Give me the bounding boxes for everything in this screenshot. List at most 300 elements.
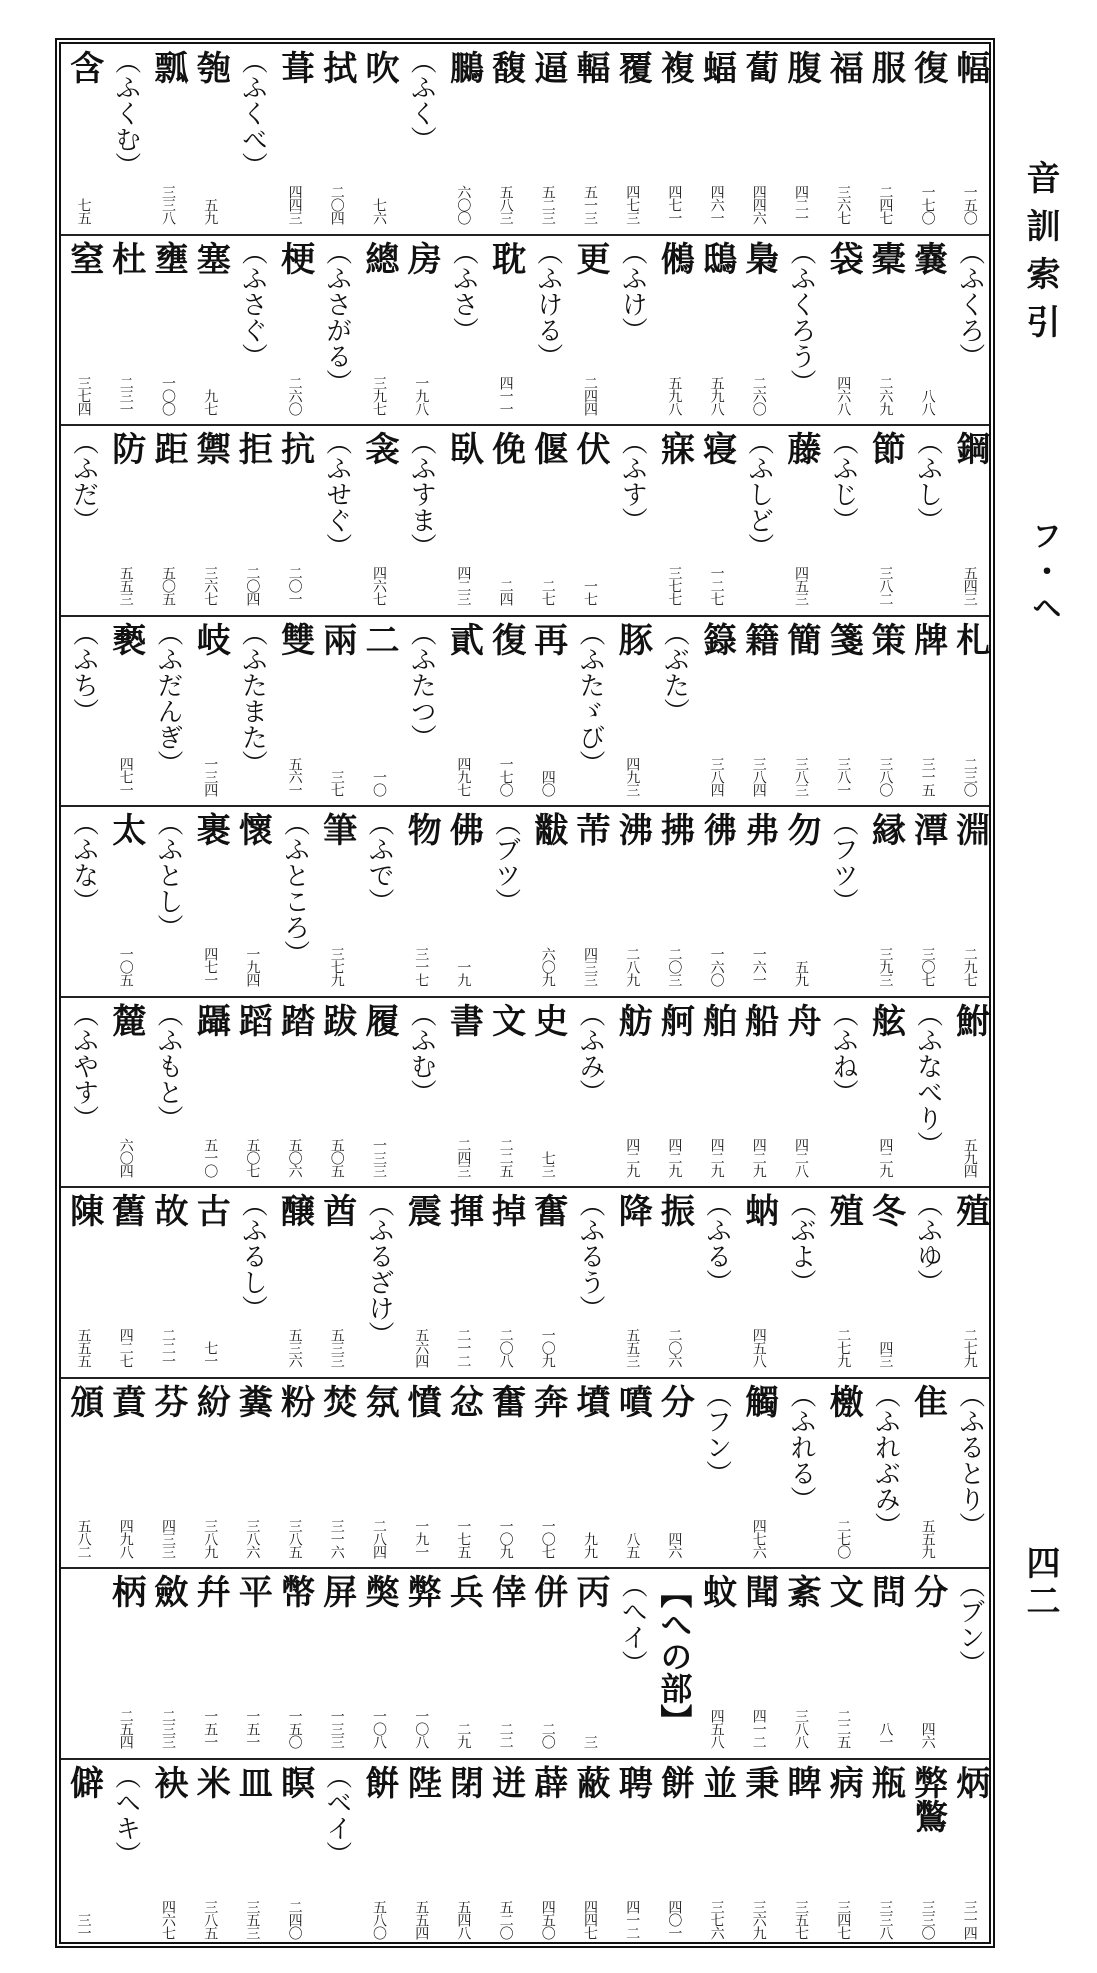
entry-kanji: 藤 — [781, 431, 821, 465]
entry-page-ref: 四五〇 — [539, 1899, 556, 1939]
entry-kanji: 抗 — [274, 431, 315, 465]
entry-page-ref: 一五〇 — [961, 185, 978, 224]
entry-page-ref: 九七 — [202, 388, 219, 415]
entry-kanji: 冬 — [865, 1193, 906, 1227]
entry-kanji: 噴 — [612, 1383, 653, 1418]
index-entry — [820, 997, 866, 1185]
entry-page-ref: 五六四 — [413, 1328, 430, 1367]
entry-page-ref: 二八九 — [624, 947, 641, 986]
index-band — [61, 1759, 989, 1947]
entry-kanji: 並 — [696, 1764, 737, 1799]
index-entry — [736, 806, 782, 994]
entry-kanji: 匏 — [190, 50, 231, 84]
entry-kanji: 禦 — [190, 431, 231, 465]
entry-reading: （ふく） — [406, 48, 437, 152]
index-entry — [187, 806, 233, 994]
index-entry — [187, 425, 233, 613]
index-entry — [229, 1378, 275, 1566]
index-entry — [609, 1759, 655, 1947]
index-entry — [145, 425, 191, 613]
entry-page-ref: 四二九 — [708, 1137, 725, 1177]
entry-kanji: 聘 — [612, 1764, 653, 1799]
index-entry — [778, 1568, 824, 1756]
index-entry — [947, 997, 993, 1185]
entry-kanji: 總 — [359, 240, 399, 275]
entry-reading: （ふね） — [828, 1000, 859, 1105]
entry-page-ref: 一七 — [582, 579, 598, 605]
index-entry — [398, 1759, 444, 1947]
index-entry — [314, 1759, 360, 1947]
index-entry — [440, 616, 486, 804]
entry-reading: （フン） — [701, 1381, 732, 1486]
entry-kanji: 更 — [570, 240, 610, 275]
entry-reading: （ブツ） — [490, 810, 521, 914]
entry-kanji: 憤 — [401, 1383, 442, 1418]
entry-kanji: 節 — [865, 431, 906, 465]
entry-kanji: 獘 — [359, 1574, 399, 1608]
entry-page-ref: 三九三 — [877, 947, 894, 986]
index-entry — [736, 1568, 782, 1756]
index-entry — [398, 235, 444, 423]
entry-page-ref: 四六一 — [708, 185, 725, 224]
entry-page-ref: 四一二 — [624, 1899, 641, 1939]
entry-kanji: 秉 — [738, 1764, 779, 1799]
index-entry — [905, 425, 951, 613]
index-entry — [567, 806, 613, 994]
entry-kanji: 弊鷩 — [907, 1764, 948, 1833]
entry-page-ref: 四四六 — [750, 185, 767, 224]
entry-kanji: 鵂 — [654, 240, 695, 275]
index-entry — [905, 235, 951, 423]
index-entry — [947, 1568, 993, 1756]
entry-kanji: 倖 — [485, 1574, 526, 1608]
index-entry — [61, 997, 107, 1185]
entry-kanji: 蔽 — [570, 1764, 610, 1799]
index-entry — [314, 425, 360, 613]
entry-page-ref: 一九八 — [413, 375, 430, 415]
entry-reading: （ふしど） — [743, 429, 774, 559]
entry-page-ref: 四二九 — [750, 1137, 767, 1177]
entry-kanji: 伏 — [570, 431, 610, 465]
entry-reading: （ふくべ） — [237, 48, 268, 178]
index-entry — [820, 1187, 866, 1375]
entry-kanji: 幅 — [949, 50, 990, 84]
index-entry — [272, 1759, 318, 1947]
entry-reading: （ふゆ） — [912, 1191, 943, 1295]
entry-reading: （ふさ） — [448, 238, 479, 343]
index-entry — [778, 806, 824, 994]
entry-page-ref: 一六一 — [750, 947, 767, 986]
entry-page-ref: 三六七 — [835, 185, 852, 224]
index-entry — [567, 616, 613, 804]
entry-kanji: 懷 — [232, 812, 273, 846]
entry-kanji: 糞 — [232, 1383, 273, 1418]
entry-page-ref: 七一 — [202, 1341, 219, 1367]
entry-page-ref: 五五三 — [117, 566, 134, 605]
entry-kanji: 降 — [612, 1193, 653, 1227]
entry-kanji: 文 — [823, 1574, 864, 1608]
entry-page-ref: 二〇 — [539, 1722, 556, 1748]
entry-page-ref: 四二七 — [117, 1328, 134, 1367]
entry-kanji: 物 — [401, 812, 442, 846]
index-entry — [440, 235, 486, 423]
index-entry — [651, 235, 697, 423]
entry-page-ref: 四二一 — [793, 185, 809, 224]
entry-reading: （ふれぶみ） — [870, 1381, 901, 1538]
entry-kanji: 米 — [190, 1764, 231, 1799]
entry-page-ref: 五五五 — [75, 1328, 92, 1367]
index-entry — [229, 1759, 275, 1947]
index-entry — [314, 997, 360, 1185]
entry-reading: （ふところ） — [279, 810, 310, 966]
entry-kanji: 臥 — [443, 431, 484, 465]
index-entry — [947, 616, 993, 804]
index-entry — [145, 1759, 191, 1947]
entry-page-ref: 三〇七 — [919, 947, 936, 986]
index-entry — [103, 806, 149, 994]
entry-page-ref: 三八五 — [202, 1899, 219, 1939]
index-entry — [905, 1378, 951, 1566]
index-entry — [736, 235, 782, 423]
index-entry — [272, 1187, 318, 1375]
entry-kanji: 書 — [443, 1002, 484, 1037]
index-entry — [820, 235, 866, 423]
index-entry — [905, 997, 951, 1185]
index-entry — [356, 616, 402, 804]
entry-kanji: 揮 — [443, 1193, 484, 1227]
index-entry — [229, 235, 275, 423]
entry-reading: （ベイ） — [321, 1762, 352, 1867]
index-entry — [947, 1378, 993, 1566]
index-entry — [651, 1568, 697, 1756]
entry-page-ref: 一〇九 — [539, 1328, 556, 1367]
index-entry — [314, 616, 360, 804]
entry-reading: （ふだんぎ） — [153, 619, 183, 776]
entry-page-ref: 五三六 — [286, 1328, 303, 1367]
entry-kanji: 幷 — [190, 1574, 231, 1608]
entry-page-ref: 二二一 — [160, 1328, 176, 1367]
entry-page-ref: 一九一 — [413, 1518, 430, 1558]
entry-page-ref: 四六 — [666, 1531, 683, 1558]
entry-page-ref: 一三三 — [371, 1137, 387, 1177]
entry-page-ref: 二四七 — [877, 185, 894, 224]
entry-kanji: 服 — [865, 50, 906, 84]
index-entry — [187, 235, 233, 423]
entry-page-ref: 六〇四 — [117, 1137, 134, 1177]
entry-reading: （ふみ） — [575, 1000, 605, 1105]
index-entry — [314, 806, 360, 994]
index-entry — [820, 806, 866, 994]
index-entry — [145, 1378, 191, 1566]
index-band — [61, 806, 989, 994]
entry-reading: （ふす） — [617, 429, 648, 533]
entry-reading: （ふたつ） — [406, 619, 437, 750]
index-entry — [778, 1759, 824, 1947]
index-entry — [187, 616, 233, 804]
entry-kanji: 勿 — [781, 812, 821, 846]
index-entry — [567, 1568, 613, 1756]
index-entry — [145, 44, 191, 232]
entry-kanji: 墳 — [570, 1383, 610, 1418]
entry-page-ref: 五九 — [202, 198, 219, 224]
index-entry — [187, 1759, 233, 1947]
entry-page-ref: 一三三 — [328, 1709, 345, 1748]
entry-page-ref: 三七四 — [75, 375, 92, 415]
entry-reading: （ふたまた） — [237, 619, 268, 776]
entry-kanji: 奔 — [527, 1383, 568, 1418]
entry-kanji: 二 — [359, 621, 399, 656]
index-entry — [862, 997, 908, 1185]
entry-kanji: 札 — [949, 621, 990, 656]
entry-kanji: 麓 — [105, 1002, 146, 1037]
index-entry — [778, 425, 824, 613]
entry-kanji: 故 — [148, 1193, 188, 1227]
entry-page-ref: 二〇三 — [666, 947, 683, 986]
index-entry — [398, 806, 444, 994]
entry-page-ref: 二七〇 — [835, 1518, 852, 1558]
entry-page-ref: 四六七 — [371, 566, 387, 605]
entry-kanji: 袋 — [823, 240, 864, 275]
entry-page-ref: 三一四 — [961, 1899, 978, 1939]
entry-kanji: 籍 — [738, 621, 779, 656]
entry-kanji: 酋 — [316, 1193, 357, 1227]
entry-kanji: 瓢 — [148, 50, 188, 84]
entry-kanji: 兵 — [443, 1574, 484, 1608]
entry-kanji: 蚋 — [738, 1193, 779, 1227]
entry-page-ref: 一五〇 — [286, 1709, 303, 1748]
index-entry — [947, 425, 993, 613]
entry-reading: （ふだ） — [68, 429, 99, 533]
entry-page-ref: 二〇八 — [497, 1328, 514, 1367]
entry-page-ref: 一三四 — [202, 756, 219, 796]
index-entry — [187, 997, 233, 1185]
entry-page-ref: 一九四 — [244, 947, 261, 986]
entry-kanji: 問 — [865, 1574, 906, 1608]
entry-kanji: 牌 — [907, 621, 948, 656]
entry-page-ref: 九九 — [582, 1531, 598, 1558]
entry-kanji: 嚢 — [907, 240, 948, 275]
index-entry — [440, 1759, 486, 1947]
index-entry — [862, 1568, 908, 1756]
entry-page-ref: 四七三 — [624, 185, 641, 224]
entry-kanji: 蝠 — [696, 50, 737, 84]
index-entry — [483, 997, 529, 1185]
index-band — [61, 997, 989, 1185]
entry-kanji: 瓶 — [865, 1764, 906, 1799]
index-entry — [440, 997, 486, 1185]
entry-kanji: 沸 — [612, 812, 653, 846]
entry-page-ref: 五二〇 — [497, 1899, 514, 1939]
entry-kanji: 縁 — [865, 812, 906, 846]
entry-kanji: 偃 — [527, 431, 568, 465]
entry-page-ref: 三八一 — [835, 756, 852, 796]
page-number: 四二 — [1020, 1545, 1060, 1621]
entry-page-ref: 三三八 — [877, 1899, 894, 1939]
index-entry — [694, 616, 740, 804]
index-entry — [229, 1568, 275, 1756]
entry-page-ref: 八五 — [624, 1531, 641, 1558]
entry-reading: （ふすま） — [406, 429, 437, 559]
entry-kanji: 岐 — [190, 621, 231, 656]
entry-page-ref: 一〇〇 — [160, 375, 176, 415]
index-entry — [694, 806, 740, 994]
entry-page-ref: 五九 — [793, 960, 809, 986]
entry-page-ref: 三三八 — [160, 185, 176, 224]
index-entry — [356, 1378, 402, 1566]
index-entry — [145, 616, 191, 804]
entry-kanji: 含 — [63, 50, 104, 84]
entry-page-ref: 五三三 — [328, 1328, 345, 1367]
entry-kanji: 船 — [738, 1002, 779, 1037]
index-entry — [398, 425, 444, 613]
entry-reading: （フツ） — [828, 810, 859, 914]
index-entry — [314, 1187, 360, 1375]
index-entry — [651, 425, 697, 613]
index-entry — [694, 1568, 740, 1756]
index-entry — [651, 44, 697, 232]
entry-page-ref: 三六九 — [750, 1899, 767, 1939]
entry-kanji: 貳 — [443, 621, 484, 656]
index-entry — [905, 1187, 951, 1375]
entry-kanji: 橐 — [865, 240, 906, 275]
index-entry — [483, 1759, 529, 1947]
entry-reading: （ふし） — [912, 429, 943, 533]
entry-kanji: 醸 — [274, 1193, 315, 1227]
entry-page-ref: 二二五 — [835, 1709, 852, 1748]
index-entry — [525, 1568, 571, 1756]
index-entry — [651, 616, 697, 804]
entry-kanji: 覆 — [612, 50, 653, 84]
index-entry — [103, 1568, 149, 1756]
entry-reading: （ふとし） — [153, 810, 183, 940]
entry-reading: （ふくろ） — [954, 238, 985, 369]
entry-page-ref: 四七一 — [202, 947, 219, 986]
entry-page-ref: 三五三 — [244, 1899, 261, 1939]
index-entry — [778, 616, 824, 804]
index-entry — [609, 1568, 655, 1756]
index-entry — [229, 1187, 275, 1375]
entry-reading: （ふるとり） — [954, 1381, 985, 1538]
index-entry — [651, 1187, 697, 1375]
entry-kanji: 瞑 — [274, 1764, 315, 1799]
entry-reading: （ふせぐ） — [321, 429, 352, 559]
entry-kanji: 蚊 — [696, 1574, 737, 1608]
index-entry — [567, 1759, 613, 1947]
entry-page-ref: 三八五 — [286, 1518, 303, 1558]
index-entry — [314, 44, 360, 232]
index-entry — [103, 425, 149, 613]
entry-kanji: 紊 — [781, 1574, 821, 1608]
index-entry — [483, 235, 529, 423]
index-entry — [272, 425, 318, 613]
entry-page-ref: 四四七 — [582, 1899, 598, 1939]
index-band — [61, 1187, 989, 1375]
entry-reading: （ふち） — [68, 619, 99, 724]
entry-kanji: 裹 — [190, 812, 231, 846]
entry-kanji: 拭 — [316, 50, 357, 84]
entry-page-ref: 二六〇 — [286, 375, 303, 415]
index-entry — [736, 1187, 782, 1375]
entry-kanji: 福 — [823, 50, 864, 84]
entry-kanji: 彿 — [696, 812, 737, 846]
entry-page-ref: 二三一 — [117, 375, 134, 415]
index-entry — [440, 425, 486, 613]
index-entry — [272, 997, 318, 1185]
entry-kanji: 梟 — [738, 240, 779, 275]
index-entry — [820, 425, 866, 613]
entry-kanji: 太 — [105, 812, 146, 846]
entry-kanji: 鴟 — [696, 240, 737, 275]
index-entry — [314, 235, 360, 423]
index-entry — [567, 1187, 613, 1375]
entry-page-ref: 一〇九 — [497, 1518, 514, 1558]
entry-kanji: 掉 — [485, 1193, 526, 1227]
index-entry — [820, 1378, 866, 1566]
entry-page-ref: 三 — [582, 1735, 598, 1748]
index-entry — [778, 1378, 824, 1566]
index-entry — [440, 44, 486, 232]
index-entry — [229, 997, 275, 1185]
index-entry — [525, 235, 571, 423]
entry-kanji: 複 — [654, 50, 695, 84]
entry-page-ref: 二二 — [497, 1722, 514, 1748]
entry-reading: （ふさぐ） — [237, 238, 268, 369]
index-band — [61, 235, 989, 423]
index-entry — [145, 806, 191, 994]
entry-page-ref: 五八二 — [75, 1518, 92, 1558]
index-entry — [905, 806, 951, 994]
index-entry — [398, 1187, 444, 1375]
entry-reading: （ふれる） — [786, 1381, 816, 1512]
index-entry — [483, 1187, 529, 1375]
entry-kanji: 睥 — [781, 1764, 821, 1799]
index-entry — [778, 1187, 824, 1375]
entry-reading: （ふやす） — [68, 1000, 99, 1131]
entry-page-ref: 二〇一 — [286, 566, 303, 605]
entry-kanji: 僻 — [63, 1764, 104, 1799]
entry-page-ref: 四五八 — [708, 1709, 725, 1748]
entry-page-ref: 六〇〇 — [455, 185, 472, 224]
entry-page-ref: 五〇六 — [286, 1137, 303, 1177]
entry-kanji: 隹 — [907, 1383, 948, 1418]
index-entry — [356, 425, 402, 613]
entry-kanji: 距 — [148, 431, 188, 465]
entry-kanji: 焚 — [316, 1383, 357, 1418]
index-entry — [272, 1568, 318, 1756]
entry-page-ref: 二四四 — [582, 375, 598, 415]
entry-page-ref: 二四 — [497, 579, 514, 605]
index-entry — [820, 1759, 866, 1947]
entry-kanji: 馥 — [485, 50, 526, 84]
index-entry — [229, 616, 275, 804]
index-entry — [398, 616, 444, 804]
index-entry — [862, 44, 908, 232]
index-entry — [862, 1378, 908, 1566]
index-entry — [145, 997, 191, 1185]
entry-page-ref: 三八〇 — [877, 756, 894, 796]
index-entry — [525, 997, 571, 1185]
entry-page-ref: 二四三 — [455, 1137, 472, 1177]
index-entry — [820, 1568, 866, 1756]
entry-page-ref: 三八九 — [202, 1518, 219, 1558]
entry-reading: （ふむ） — [406, 1000, 437, 1105]
entry-page-ref: 一〇八 — [371, 1709, 387, 1748]
entry-kanji: 窒 — [63, 240, 104, 275]
entry-kanji: 觸 — [738, 1383, 779, 1418]
entry-kanji: 蹈 — [232, 1002, 273, 1037]
entry-kanji: 復 — [485, 621, 526, 656]
index-entry — [778, 235, 824, 423]
